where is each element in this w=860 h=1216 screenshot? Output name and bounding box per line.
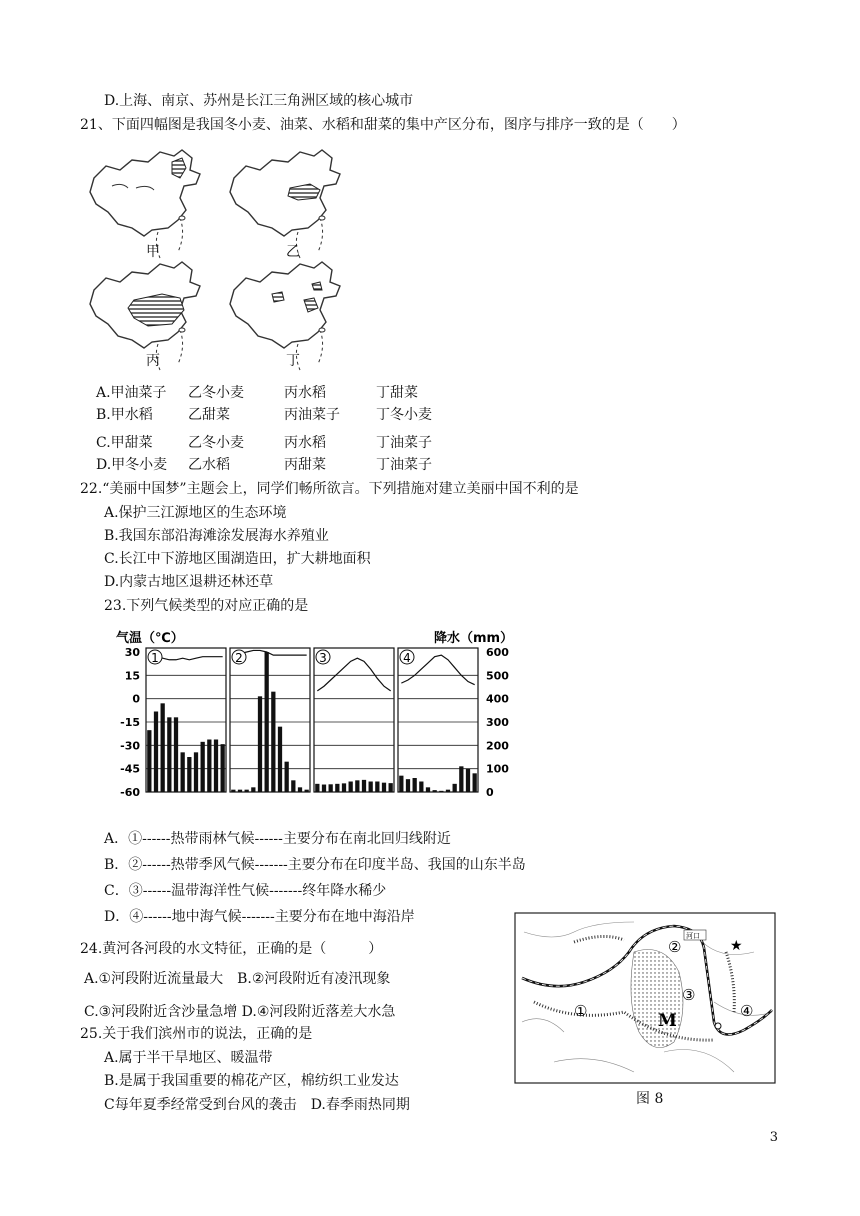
map-bing (90, 262, 200, 370)
precip-tick-label: 500 (486, 669, 509, 683)
climate-panel-frame (314, 648, 394, 792)
q24-line1: A.①河段附近流量最大 B.②河段附近有凌汛现象 (84, 971, 391, 987)
temp-tick-label: -45 (120, 762, 140, 776)
precip-bar (459, 766, 463, 792)
precip-bar (221, 744, 225, 792)
precip-bar (349, 782, 353, 793)
q25-option-c-d: C每年夏季经常受到台风的袭击 D.春季雨热同期 (104, 1097, 410, 1113)
precip-bar (238, 790, 242, 792)
precip-bar (439, 791, 443, 792)
panel-label: 1 (151, 651, 159, 665)
q21-option-a: A.甲油菜子 乙冬小麦 丙水稻 丁甜菜 (96, 385, 418, 401)
precip-bar (271, 692, 275, 792)
q21-option-c: C.甲甜菜 乙冬小麦 丙水稻 丁油菜子 (96, 435, 432, 451)
climate-chart (116, 630, 636, 805)
map-label-ding: 丁 (286, 353, 300, 369)
precip-bar (413, 778, 417, 792)
map-point-4: ④ (740, 1002, 754, 1020)
temp-axis-label: 气温（℃） (116, 631, 184, 646)
precip-bar (291, 780, 295, 792)
q21-option-d: D.甲冬小麦 乙水稻 丙甜菜 丁油菜子 (96, 457, 432, 473)
precip-bar (187, 757, 191, 792)
precip-tick-label: 100 (486, 762, 509, 776)
q25-option-a: A.属于半干旱地区、暖温带 (104, 1050, 273, 1066)
precip-bar (214, 740, 218, 793)
q21-stem: 21、下面四幅图是我国冬小麦、油菜、水稻和甜菜的集中产区分布，图序与排序一致的是（ ） (80, 117, 686, 133)
precip-bar (322, 785, 326, 792)
map-yi (230, 150, 340, 258)
map-point-1: ① (574, 1002, 588, 1020)
map-ding (230, 262, 340, 370)
climate-panel-frame (230, 648, 310, 792)
q22-stem: 22.“美丽中国梦”主题会上，同学们畅所欲言。下列措施对建立美丽中国不利的是 (80, 481, 579, 497)
precip-tick-label: 0 (486, 786, 494, 799)
temp-tick-label: -60 (120, 786, 140, 799)
temp-tick-label: -15 (120, 716, 140, 729)
q22-option-d: D.内蒙古地区退耕还林还草 (104, 574, 274, 590)
panel-label: 2 (235, 651, 243, 665)
precip-bar (147, 730, 151, 792)
q25-option-b: B.是属于我国重要的棉花产区，棉纺织工业发达 (104, 1073, 399, 1089)
map-label-m: M (658, 1011, 677, 1031)
q22-option-a: A.保护三江源地区的生态环境 (104, 505, 287, 521)
precip-bar (355, 780, 359, 792)
q24-stem: 24.黄河各河段的水文特征，正确的是（ ） (80, 941, 383, 957)
map-point-3: ③ (682, 986, 696, 1004)
panel-label: 4 (403, 651, 411, 665)
precip-bar (231, 790, 235, 792)
precip-bar (174, 717, 178, 792)
precip-bar (389, 783, 393, 792)
precip-bar (375, 782, 379, 793)
precip-bar (453, 784, 457, 792)
temp-tick-label: 15 (124, 669, 140, 683)
temp-tick-label: -30 (120, 739, 140, 753)
temp-tick-label: 30 (124, 646, 140, 659)
map-label-bing: 丙 (146, 353, 160, 369)
map-label-yi: 乙 (286, 244, 300, 260)
precip-bar (194, 752, 198, 792)
q24-line2: C.③河段附近含沙量急增 D.④河段附近落差大水急 (84, 1004, 396, 1020)
map-point-2: ② (668, 938, 682, 956)
precip-tick-label: 200 (486, 739, 509, 753)
panel-label: 3 (319, 651, 327, 665)
map-label-hekou: 河口 (686, 932, 700, 940)
precip-bar (433, 790, 437, 792)
precip-bar (406, 779, 410, 792)
precip-bar (473, 773, 477, 792)
temp-tick-label: 0 (132, 692, 140, 706)
precip-bar (335, 784, 339, 792)
q21-maps (88, 140, 378, 372)
q23-option-d: D．④------地中海气候-------主要分布在地中海沿岸 (104, 909, 415, 925)
q25-stem: 25.关于我们滨州市的说法，正确的是 (80, 1026, 313, 1042)
q22-option-b: B.我国东部沿海滩涂发展海水养殖业 (104, 528, 329, 544)
precip-bar (201, 742, 205, 792)
precip-bar (245, 790, 249, 792)
map-label-jia: 甲 (146, 244, 160, 260)
map-jia (90, 150, 200, 258)
precip-bar (305, 790, 309, 792)
precip-bar (399, 776, 403, 792)
q23-option-b: B．②------热带季风气候-------主要分布在印度半岛、我国的山东半岛 (104, 857, 526, 873)
precip-bar (181, 752, 185, 792)
precip-tick-label: 400 (486, 692, 509, 706)
precip-bar (265, 652, 269, 792)
precip-bar (446, 790, 450, 792)
precip-tick-label: 600 (486, 646, 509, 659)
precip-bar (315, 784, 319, 792)
q22-option-c: C.长江中下游地区围湖造田，扩大耕地面积 (104, 551, 371, 567)
page-number: 3 (769, 1130, 778, 1145)
q23-stem: 23.下列气候类型的对应正确的是 (104, 598, 309, 614)
precip-axis-label: 降水（mm） (434, 631, 514, 646)
precip-bar (207, 740, 211, 793)
q20-option-d: D.上海、南京、苏州是长江三角洲区域的核心城市 (104, 93, 414, 109)
precip-bar (466, 769, 470, 792)
q23-option-a: A．①------热带雨林气候------主要分布在南北回归线附近 (104, 831, 451, 847)
precip-bar (251, 787, 255, 792)
figure8-caption: 图 8 (636, 1091, 664, 1107)
star-icon: ★ (730, 938, 743, 954)
figure8-map (514, 912, 776, 1084)
precip-bar (362, 780, 366, 792)
precip-bar (154, 712, 158, 793)
precip-bar (278, 727, 282, 792)
precip-tick-label: 300 (486, 716, 509, 729)
precip-bar (161, 703, 165, 792)
q21-option-b: B.甲水稻 乙甜菜 丙油菜子 丁冬小麦 (96, 407, 432, 423)
precip-bar (329, 784, 333, 792)
precip-bar (382, 783, 386, 792)
precip-bar (342, 783, 346, 792)
precip-bar (285, 762, 289, 792)
precip-bar (258, 696, 262, 792)
precip-bar (167, 717, 171, 792)
precip-bar (419, 782, 423, 793)
precip-bar (426, 787, 430, 792)
precip-bar (369, 782, 373, 793)
precip-bar (298, 787, 302, 792)
q23-option-c: C．③------温带海洋性气候-------终年降水稀少 (104, 883, 387, 899)
